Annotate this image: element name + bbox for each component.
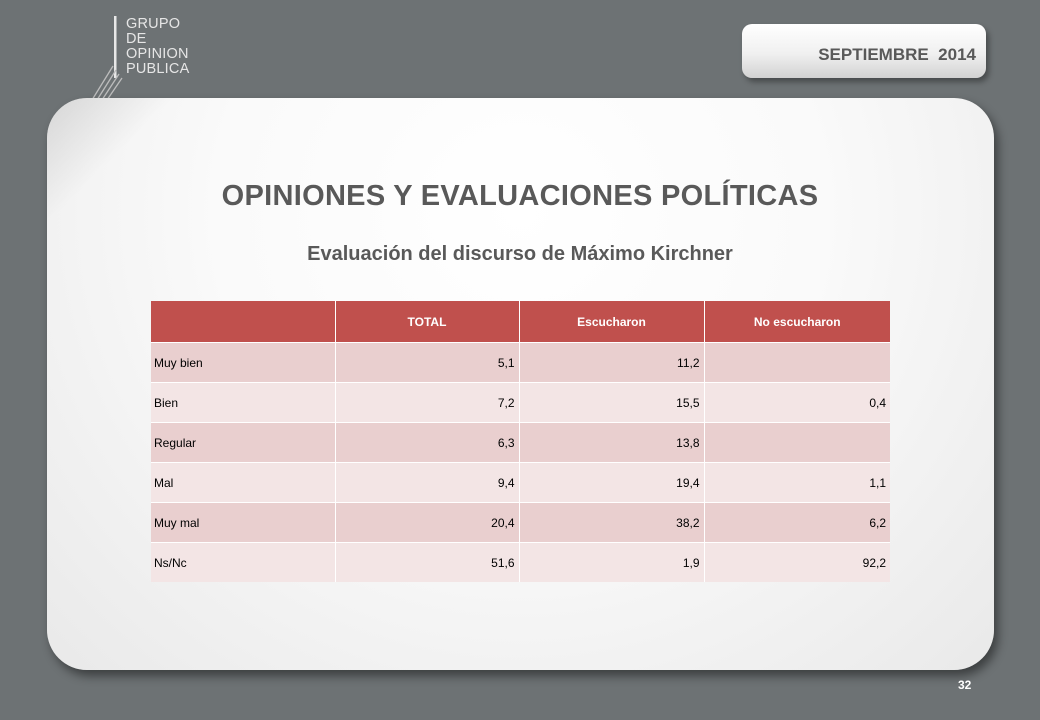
date-tab (742, 24, 986, 78)
cell-total: 7,2 (335, 383, 519, 423)
cell-total: 20,4 (335, 503, 519, 543)
cell-no-escucharon: 1,1 (704, 463, 890, 503)
header-no-escucharon: No escucharon (704, 301, 890, 343)
table-row (151, 423, 890, 463)
table-row (151, 503, 890, 543)
table-header-row (151, 301, 890, 343)
row-label: Ns/Nc (151, 543, 335, 583)
row-label: Muy bien (151, 343, 335, 383)
logo-line: PUBLICA (126, 61, 190, 77)
table-row (151, 543, 890, 583)
cell-no-escucharon: 6,2 (704, 503, 890, 543)
cell-total: 6,3 (335, 423, 519, 463)
cell-no-escucharon: 0,4 (704, 383, 890, 423)
logo-line: DE (126, 31, 147, 47)
cell-no-escucharon (704, 423, 890, 463)
cell-no-escucharon: 92,2 (704, 543, 890, 583)
cell-no-escucharon (704, 343, 890, 383)
table-row (151, 463, 890, 503)
table-row (151, 383, 890, 423)
table-row (151, 343, 890, 383)
page-number: 32 (958, 678, 972, 692)
date-label: SEPTIEMBRE 2014 (818, 45, 976, 64)
logo-wordmark (126, 17, 189, 77)
cell-escucharon: 13,8 (519, 423, 704, 463)
logo-line: OPINION (126, 46, 189, 62)
cell-escucharon: 15,5 (519, 383, 704, 423)
cell-escucharon: 11,2 (519, 343, 704, 383)
cell-total: 51,6 (335, 543, 519, 583)
header-total: TOTAL (335, 301, 519, 343)
row-label: Muy mal (151, 503, 335, 543)
results-table (151, 301, 890, 582)
row-label: Regular (151, 423, 335, 463)
cell-escucharon: 38,2 (519, 503, 704, 543)
logo-line: GRUPO (126, 16, 181, 32)
page-subtitle: Evaluación del discurso de Máximo Kirchner (307, 243, 733, 265)
page-title: OPINIONES Y EVALUACIONES POLÍTICAS (221, 180, 819, 212)
row-label: Bien (151, 383, 335, 423)
cell-escucharon: 1,9 (519, 543, 704, 583)
cell-total: 9,4 (335, 463, 519, 503)
row-label: Mal (151, 463, 335, 503)
cell-total: 5,1 (335, 343, 519, 383)
grupo-opinion-publica-logo (92, 14, 212, 104)
header-empty (151, 301, 335, 343)
cell-escucharon: 19,4 (519, 463, 704, 503)
header-escucharon: Escucharon (519, 301, 704, 343)
